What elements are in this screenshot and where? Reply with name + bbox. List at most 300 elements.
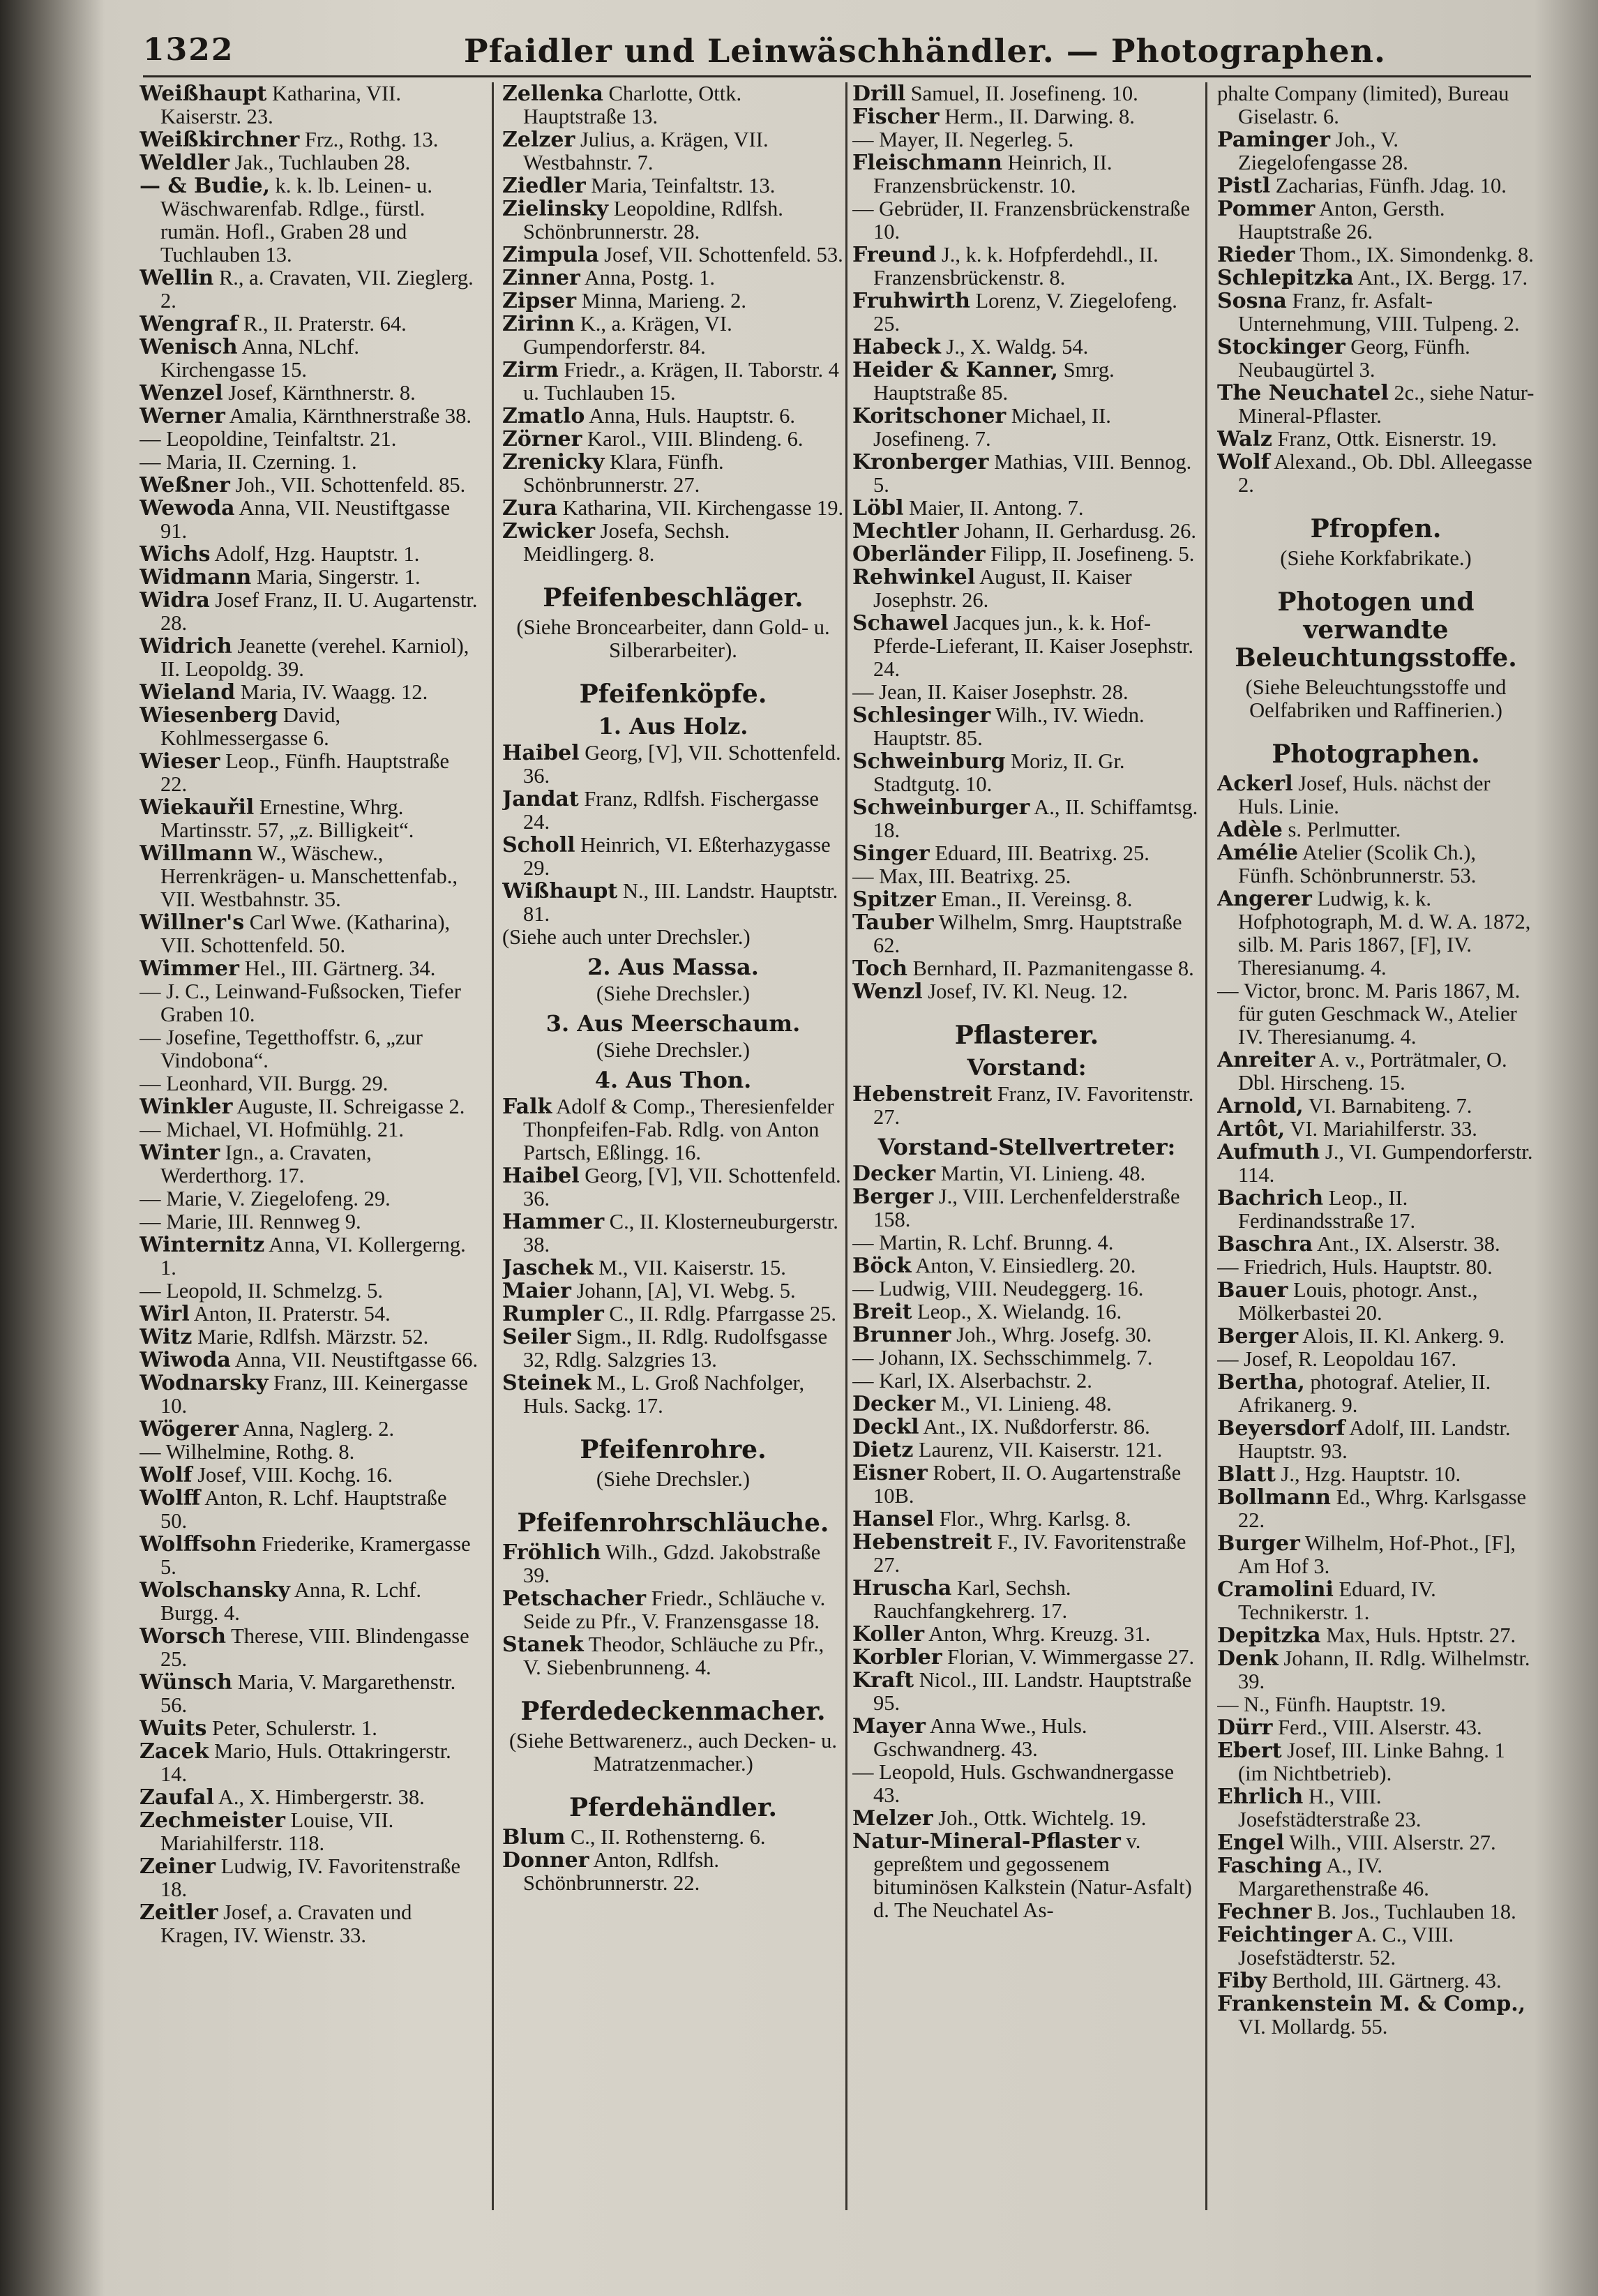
directory-entry: [1217, 1463, 1535, 1486]
directory-entry: [852, 1231, 1201, 1254]
entry-details: s. Perlmutter.: [1282, 818, 1401, 841]
directory-entry: [852, 1830, 1201, 1922]
entry-details: Alexand., Ob. Dbl. Alleegasse 2.: [1238, 450, 1532, 497]
directory-entry: [502, 174, 844, 197]
entry-name: Wiwoda: [140, 1348, 231, 1372]
entry-details: Ludwig, k. k. Hofphotograph, M. d. W. A. 1872, silb. M. Paris 1867, [F], IV. Theresianumg. 4.: [1238, 887, 1531, 980]
entry-details: Johann, II. Gerhardusg. 26.: [958, 519, 1197, 543]
entry-details: — Josefine, Tegetthoffstr. 6, „zur Vindobona“.: [140, 1026, 423, 1072]
entry-name: Ebert: [1217, 1739, 1282, 1763]
entry-name: Fechner: [1217, 1900, 1312, 1924]
entry-details: — Jean, II. Kaiser Josephstr. 28.: [852, 680, 1129, 704]
directory-entry: [140, 128, 478, 151]
entry-name: Schlesinger: [852, 703, 991, 728]
entry-details: Eduard, III. Beatrixg. 25.: [929, 841, 1149, 865]
entry-details: Marie, Rdlfsh. Märzstr. 52.: [192, 1325, 429, 1349]
entry-details: N., III. Landstr. Hauptstr. 81.: [523, 879, 838, 926]
entry-details: Julius, a. Krägen, VII. Westbahnstr. 7.: [523, 128, 769, 174]
entry-details: Theodor, Schläuche zu Pfr., V. Siebenbrunneng. 4.: [523, 1633, 824, 1679]
entry-name: Rieder: [1217, 243, 1295, 267]
directory-entry: [140, 1901, 478, 1947]
directory-entry: [852, 1462, 1201, 1508]
entry-name: Willner's: [140, 910, 245, 935]
entry-name: Wolffsohn: [140, 1532, 257, 1556]
directory-entry: [140, 704, 478, 750]
entry-name: Koritschoner: [852, 404, 1007, 428]
directory-entry: [1217, 818, 1535, 841]
entry-details: Adolf, III. Landstr. Hauptstr. 93.: [1238, 1416, 1511, 1463]
entry-name: Löbl: [852, 496, 904, 520]
directory-entry: [852, 911, 1201, 957]
entry-name: Willmann: [140, 841, 253, 866]
entry-details: — Leonhard, VII. Burgg. 29.: [140, 1072, 389, 1095]
entry-name: Eisner: [852, 1461, 928, 1485]
directory-entry: [140, 1326, 478, 1349]
entry-details: Friedr., a. Krägen, II. Taborstr. 4 u. Tuchlauben 15.: [523, 358, 840, 405]
directory-entry: [1217, 1785, 1535, 1831]
section-heading: Photographen.: [1272, 740, 1480, 769]
entry-details: Herm., II. Darwing. 8.: [939, 105, 1135, 128]
directory-entry: [1217, 1647, 1535, 1693]
entry-details: C., II. Rdlg. Pfarrgasse 25.: [603, 1302, 836, 1326]
section-heading: Pflasterer.: [954, 1021, 1099, 1050]
directory-entry: [502, 1164, 844, 1210]
entry-name: Ziedler: [502, 174, 586, 198]
directory-entry: [140, 1118, 478, 1141]
entry-list: [852, 1083, 1201, 1129]
entry-details: Anna, Huls. Hauptstr. 6.: [585, 404, 795, 428]
directory-entry: [140, 451, 478, 474]
directory-entry: [1217, 1371, 1535, 1417]
entry-details: Anton, V. Einsiedlerg. 20.: [911, 1254, 1136, 1277]
entry-name: Widmann: [140, 565, 252, 590]
directory-entry: [502, 788, 844, 834]
entry-details: R., II. Praterstr. 64.: [238, 312, 407, 336]
entry-name: Beyersdorf: [1217, 1416, 1346, 1441]
entry-name: Zacek: [140, 1739, 209, 1764]
entry-details: — Leopoldine, Teinfaltstr. 21.: [140, 427, 397, 451]
entry-details: Therese, VIII. Blindengasse 25.: [160, 1624, 469, 1671]
entry-details: Ernestine, Whrg. Martinsstr. 57, „z. Billigkeit“.: [160, 795, 414, 842]
entry-name: Habeck: [852, 335, 941, 359]
entry-name: Wellin: [140, 266, 214, 290]
entry-details: Samuel, II. Josefineng. 10.: [905, 82, 1138, 105]
directory-entry: [502, 128, 844, 174]
directory-entry: [852, 750, 1201, 796]
directory-entry: [1217, 1141, 1535, 1187]
directory-entry: [502, 1372, 844, 1418]
entry-name: Blatt: [1217, 1462, 1276, 1487]
entry-name: Wengraf: [140, 312, 239, 336]
directory-entry: [852, 865, 1201, 888]
entry-name: Brunner: [852, 1323, 951, 1347]
directory-entry: [852, 1531, 1201, 1577]
entry-details: Anton, II. Praterstr. 54.: [189, 1302, 391, 1326]
entry-details: Anna, VII. Neustiftgasse 66.: [230, 1348, 478, 1372]
directory-entry: [502, 1587, 844, 1633]
entry-name: Bertha,: [1217, 1370, 1305, 1395]
entry-details: — Mayer, II. Negerleg. 5.: [852, 128, 1074, 151]
entry-name: Zura: [502, 496, 557, 520]
directory-entry: [852, 1508, 1201, 1531]
directory-entry: [852, 888, 1201, 911]
directory-entry: [502, 1849, 844, 1895]
directory-entry: [1217, 1624, 1535, 1647]
entry-details: phalte Company (limited), Bureau Giselastr. 6.: [1217, 82, 1509, 128]
entry-details: Maria, Teinfaltstr. 13.: [585, 174, 776, 197]
directory-entry: [140, 1441, 478, 1464]
entry-details: — Marie, III. Rennweg 9.: [140, 1210, 361, 1233]
entry-details: Moriz, II. Gr. Stadtgutg. 10.: [873, 749, 1125, 796]
entry-details: Minna, Marieng. 2.: [576, 289, 747, 313]
directory-entry: [1217, 1716, 1535, 1739]
directory-entry: [1217, 243, 1535, 267]
entry-details: Josef, Kärnthnerstr. 8.: [223, 381, 416, 405]
entry-name: Zirm: [502, 358, 559, 382]
entry-name: Wodnarsky: [140, 1371, 269, 1395]
directory-entry: [852, 1254, 1201, 1277]
entry-details: Anton, Rdlfsh. Schönbrunnerstr. 22.: [523, 1848, 719, 1895]
entry-name: Weißhaupt: [140, 82, 267, 106]
entry-details: Alois, II. Kl. Ankerg. 9.: [1298, 1324, 1505, 1348]
directory-entry: [140, 428, 478, 451]
entry-name: — & Budie,: [140, 174, 271, 198]
section-note: (Siehe Drechsler.): [596, 1038, 751, 1062]
entry-details: J., Hzg. Hauptstr. 10.: [1275, 1462, 1461, 1486]
entry-details: Ed., Whrg. Karlsgasse 22.: [1238, 1485, 1527, 1532]
entry-details: M., L. Groß Nachfolger, Huls. Sackg. 17.: [523, 1371, 805, 1418]
directory-entry: [140, 911, 478, 957]
entry-name: Koller: [852, 1622, 925, 1646]
directory-entry: [1217, 1854, 1535, 1900]
entry-name: Widra: [140, 588, 210, 613]
directory-entry: [852, 405, 1201, 451]
directory-entry: [1217, 1923, 1535, 1969]
entry-details: Michael, II. Josefineng. 7.: [873, 404, 1111, 451]
entry-name: Stockinger: [1217, 335, 1346, 359]
entry-name: Korbler: [852, 1645, 942, 1670]
directory-entry: [140, 796, 478, 842]
entry-details: Florian, V. Wimmergasse 27.: [942, 1645, 1195, 1669]
directory-entry: [140, 1349, 478, 1372]
entry-list: [502, 742, 844, 949]
page-header: [143, 27, 1531, 77]
entry-details: Leop., X. Wielandg. 16.: [912, 1300, 1122, 1323]
entry-details: A. C., VIII. Josefstädterstr. 52.: [1238, 1923, 1454, 1969]
entry-name: Arnold,: [1217, 1094, 1304, 1118]
entry-details: Frz., Rothg. 13.: [299, 128, 439, 151]
directory-entry: [502, 267, 844, 290]
entry-name: Wißhaupt: [502, 879, 618, 903]
entry-details: Eduard, IV. Technikerstr. 1.: [1238, 1577, 1436, 1624]
entry-name: Fasching: [1217, 1854, 1322, 1878]
directory-entry: [502, 742, 844, 788]
entry-name: Rumpler: [502, 1302, 604, 1326]
entry-name: Schlepitzka: [1217, 266, 1354, 290]
directory-entry: [140, 1141, 478, 1187]
directory-entry: [852, 1646, 1201, 1669]
section-note: (Siehe Drechsler.): [596, 1467, 751, 1491]
entry-name: Winter: [140, 1141, 220, 1165]
directory-entry: [1217, 336, 1535, 382]
directory-entry: [852, 1083, 1201, 1129]
entry-details: — Karl, IX. Alserbachstr. 2.: [852, 1369, 1092, 1393]
entry-name: Wenisch: [140, 335, 238, 359]
directory-entry: [852, 566, 1201, 612]
entry-list: [502, 1541, 844, 1679]
directory-entry: [140, 382, 478, 405]
entry-name: Winternitz: [140, 1233, 265, 1257]
directory-entry: [140, 681, 478, 704]
subsection-heading: 1. Aus Holz.: [598, 713, 748, 740]
directory-entry: [140, 589, 478, 635]
entry-name: Wolf: [1217, 450, 1270, 474]
entry-details: VI. Mariahilferstr. 33.: [1285, 1117, 1477, 1141]
directory-entry: [1217, 1187, 1535, 1233]
entry-details: A., IV. Margarethenstraße 46.: [1238, 1854, 1429, 1900]
entry-details: Hel., III. Gärtnerg. 34.: [239, 956, 436, 980]
directory-entry: [1217, 1900, 1535, 1923]
entry-name: Cramolini: [1217, 1577, 1334, 1602]
directory-entry: [502, 520, 844, 566]
entry-details: Bernhard, II. Pazmanitengasse 8.: [907, 956, 1194, 980]
entry-details: Ferd., VIII. Alserstr. 43.: [1272, 1716, 1482, 1739]
directory-entry: [140, 151, 478, 174]
directory-entry: [140, 1372, 478, 1418]
directory-entry: [852, 451, 1201, 497]
entry-name: Decker: [852, 1162, 936, 1186]
entry-details: C., II. Klosterneuburgerstr. 38.: [523, 1210, 838, 1256]
entry-details: Wilh., VIII. Alserstr. 27.: [1284, 1831, 1496, 1854]
directory-entry: [140, 1464, 478, 1487]
entry-details: August, II. Kaiser Josephstr. 26.: [873, 565, 1132, 612]
section-heading: Photogen und verwandte Beleuchtungsstoffe.: [1235, 587, 1517, 673]
entry-details: Georg, Fünfh. Neubaugürtel 3.: [1238, 335, 1470, 382]
entry-details: Anna, VI. Kollergerng. 1.: [160, 1233, 466, 1280]
entry-list: [1217, 772, 1535, 2039]
directory-entry: [852, 1393, 1201, 1416]
directory-entry: [140, 267, 478, 313]
entry-details: Leop., Fünfh. Hauptstraße 22.: [160, 749, 450, 796]
directory-entry: [1217, 772, 1535, 818]
entry-details: Josef, Huls. nächst der Huls. Linie.: [1238, 772, 1491, 818]
entry-details: Wilhelm, Hof-Phot., [F], Am Hof 3.: [1238, 1531, 1516, 1578]
directory-entry: [852, 612, 1201, 681]
directory-entry: [852, 82, 1201, 105]
entry-details: Maria, IV. Waagg. 12.: [235, 680, 428, 704]
entry-name: Wieland: [140, 680, 236, 705]
entry-details: Martin, VI. Linieng. 48.: [935, 1162, 1146, 1185]
directory-entry: [852, 1623, 1201, 1646]
directory-entry: [140, 497, 478, 543]
entry-name: Zwicker: [502, 519, 596, 543]
entry-details: Josef, VII. Schottenfeld. 53.: [598, 243, 843, 267]
entry-name: Fröhlich: [502, 1540, 601, 1565]
directory-entry: [1217, 1095, 1535, 1118]
entry-details: Katharina, VII. Kaiserstr. 23.: [160, 82, 401, 128]
directory-entry: [502, 82, 844, 128]
entry-name: Bauer: [1217, 1278, 1288, 1303]
entry-details: Anna, R. Lchf. Burgg. 4.: [160, 1578, 422, 1625]
entry-name: Wimmer: [140, 956, 239, 981]
entry-details: Josefa, Sechsh. Meidlingerg. 8.: [523, 519, 730, 566]
entry-details: Jeanette (verehel. Karniol), II. Leopoldg. 39.: [160, 634, 469, 681]
entry-details: Georg, [V], VII. Schottenfeld. 36.: [523, 1164, 841, 1210]
entry-details: Louise, VII. Mariahilferstr. 118.: [160, 1808, 394, 1855]
directory-entry: [140, 1187, 478, 1210]
directory-entry: [1217, 980, 1535, 1049]
entry-details: A. v., Porträtmaler, O. Dbl. Hirscheng. 15.: [1238, 1048, 1507, 1095]
entry-details: Auguste, II. Schreigasse 2.: [232, 1095, 465, 1118]
section-heading: Pfeifenbeschläger.: [543, 583, 804, 613]
directory-entry: [140, 405, 478, 428]
directory-entry: [1217, 1417, 1535, 1463]
entry-details: Karl, Sechsh. Rauchfangkehrerg. 17.: [873, 1576, 1071, 1623]
directory-entry: [502, 834, 844, 880]
directory-entry: [852, 980, 1201, 1003]
section-heading: Pferdedeckenmacher.: [520, 1697, 826, 1726]
section-heading: Pfeifenrohrschläuche.: [517, 1508, 829, 1538]
subsection-heading: 4. Aus Thon.: [594, 1067, 752, 1093]
entry-details: — Victor, bronc. M. Paris 1867, M. für guten Geschmack W., Atelier IV. Theresianumg. 4.: [1217, 979, 1521, 1049]
entry-name: Bollmann: [1217, 1485, 1331, 1510]
entry-name: Melzer: [852, 1806, 933, 1831]
entry-details: Joh., V. Ziegelofengasse 28.: [1238, 128, 1408, 174]
entry-details: v. gepreßtem und gegossenem bituminösen Kalkstein (Natur-Asfalt) d. The Neuchatel As-: [873, 1829, 1192, 1922]
entry-name: Engel: [1217, 1831, 1285, 1855]
section-heading: Pfeifenköpfe.: [579, 680, 767, 709]
entry-name: Wieser: [140, 749, 220, 774]
entry-name: Spitzer: [852, 887, 936, 912]
entry-details: — Leopold, Huls. Gschwandnergasse 43.: [852, 1760, 1175, 1807]
entry-name: Petschacher: [502, 1586, 647, 1611]
directory-entry: [140, 1026, 478, 1072]
directory-entry: [852, 1300, 1201, 1323]
entry-name: Worsch: [140, 1624, 227, 1649]
entry-details: Johann, II. Rdlg. Wilhelmstr. 39.: [1238, 1646, 1530, 1693]
directory-entry: [140, 82, 478, 128]
entry-details: Joh., Ottk. Wichtelg. 19.: [933, 1806, 1147, 1830]
entry-name: Frankenstein M. & Comp.,: [1217, 1992, 1526, 2016]
entry-details: Adolf & Comp., Theresienfelder Thonpfeifen-Fab. Rdlg. von Anton Partsch, Eßlingg. 16.: [523, 1095, 834, 1164]
entry-name: Haibel: [502, 741, 580, 765]
entry-list: [140, 82, 478, 1947]
entry-details: Josef Franz, II. U. Augartenstr. 28.: [160, 588, 478, 635]
entry-details: — Wilhelmine, Rothg. 8.: [140, 1440, 355, 1464]
entry-name: Jaschek: [502, 1256, 594, 1280]
directory-entry: [1217, 1486, 1535, 1532]
directory-entry: [852, 796, 1201, 842]
entry-name: Pistl: [1217, 174, 1271, 198]
entry-details: Anton, Whrg. Kreuzg. 31.: [924, 1622, 1151, 1646]
entry-name: Blum: [502, 1825, 566, 1849]
directory-entry: [140, 174, 478, 267]
directory-entry: [852, 1277, 1201, 1300]
entry-name: Wichs: [140, 542, 211, 567]
entry-list: [502, 1826, 844, 1895]
directory-entry: [502, 1633, 844, 1679]
directory-entry: [140, 336, 478, 382]
directory-entry: [502, 290, 844, 313]
entry-name: Burger: [1217, 1531, 1300, 1556]
entry-details: W., Wäschew., Herrenkrägen- u. Manschettenfab., VII. Westbahnstr. 35.: [160, 841, 458, 911]
entry-list: [502, 82, 844, 566]
entry-details: Smrg. Hauptstraße 85.: [873, 358, 1115, 405]
entry-details: Ludwig, IV. Favoritenstraße 18.: [160, 1854, 461, 1901]
directory-entry: [1217, 428, 1535, 451]
entry-details: (Siehe auch unter Drechsler.): [502, 925, 751, 949]
entry-details: — Gebrüder, II. Franzensbrückenstraße 10.: [852, 197, 1191, 243]
directory-entry: [1217, 128, 1535, 174]
entry-name: Fruhwirth: [852, 289, 970, 313]
entry-name: Natur-Mineral-Pflaster: [852, 1829, 1121, 1854]
directory-entry: [852, 1715, 1201, 1761]
directory-entry: [852, 842, 1201, 865]
directory-entry: [852, 497, 1201, 520]
entry-details: Peter, Schulerstr. 1.: [206, 1716, 377, 1740]
directory-entry: [1217, 1325, 1535, 1348]
entry-details: Maier, II. Antong. 7.: [903, 496, 1084, 520]
entry-details: Franz, IV. Favoritenstr. 27.: [873, 1082, 1194, 1129]
directory-entry: [1217, 290, 1535, 336]
entry-name: Kraft: [852, 1668, 914, 1693]
entry-name: Schweinburg: [852, 749, 1006, 774]
entry-list: [852, 82, 1201, 1003]
entry-name: Singer: [852, 841, 930, 866]
entry-details: Zacharias, Fünfh. Jdag. 10.: [1270, 174, 1507, 197]
directory-entry: [852, 128, 1201, 151]
directory-entry: [502, 243, 844, 267]
entry-name: Wiesenberg: [140, 703, 278, 728]
entry-name: Wuits: [140, 1716, 207, 1741]
entry-name: Toch: [852, 956, 907, 981]
entry-details: Leop., II. Ferdinandsstraße 17.: [1238, 1186, 1416, 1233]
directory-entry: [852, 1185, 1201, 1231]
entry-details: Franz, Ottk. Eisnerstr. 19.: [1272, 427, 1497, 451]
entry-details: Mario, Huls. Ottakringerstr. 14.: [160, 1739, 451, 1786]
directory-entry: [1217, 1739, 1535, 1785]
directory-entry: [502, 880, 844, 926]
directory-entry: [852, 704, 1201, 750]
directory-entry: [852, 359, 1201, 405]
entry-details: Anna, VII. Neustiftgasse 91.: [160, 496, 451, 543]
entry-details: Georg, [V], VII. Schottenfeld. 36.: [523, 741, 841, 788]
entry-details: M., VI. Linieng. 48.: [935, 1392, 1112, 1416]
directory-entry: [502, 1541, 844, 1587]
entry-details: Louis, photogr. Anst., Mölkerbastei 20.: [1238, 1278, 1478, 1325]
entry-name: Zmatlo: [502, 404, 585, 428]
directory-entry: [140, 957, 478, 980]
directory-entry: [502, 1280, 844, 1303]
section-heading: Pferdehändler.: [568, 1793, 778, 1822]
entry-details: Joh., VII. Schottenfeld. 85.: [229, 473, 466, 497]
column-2: [502, 82, 844, 2210]
entry-details: — Max, III. Beatrixg. 25.: [852, 864, 1071, 888]
entry-name: Hammer: [502, 1210, 605, 1234]
entry-details: — Maria, II. Czerning. 1.: [140, 450, 357, 474]
entry-details: Lorenz, V. Ziegelofeng. 25.: [873, 289, 1177, 336]
entry-name: Heider & Kanner,: [852, 358, 1058, 382]
entry-name: Weßner: [140, 473, 230, 497]
entry-details: Amalia, Kärnthnerstraße 38.: [225, 404, 472, 428]
entry-name: Steinek: [502, 1371, 591, 1395]
directory-entry: [140, 1855, 478, 1901]
entry-details: Anna, Postg. 1.: [580, 266, 715, 290]
directory-entry: [852, 1370, 1201, 1393]
entry-details: J., k. k. Hofpferdehdl., II. Franzensbrückenstr. 8.: [873, 243, 1159, 290]
entry-name: Oberländer: [852, 542, 986, 567]
entry-name: Pommer: [1217, 197, 1316, 221]
